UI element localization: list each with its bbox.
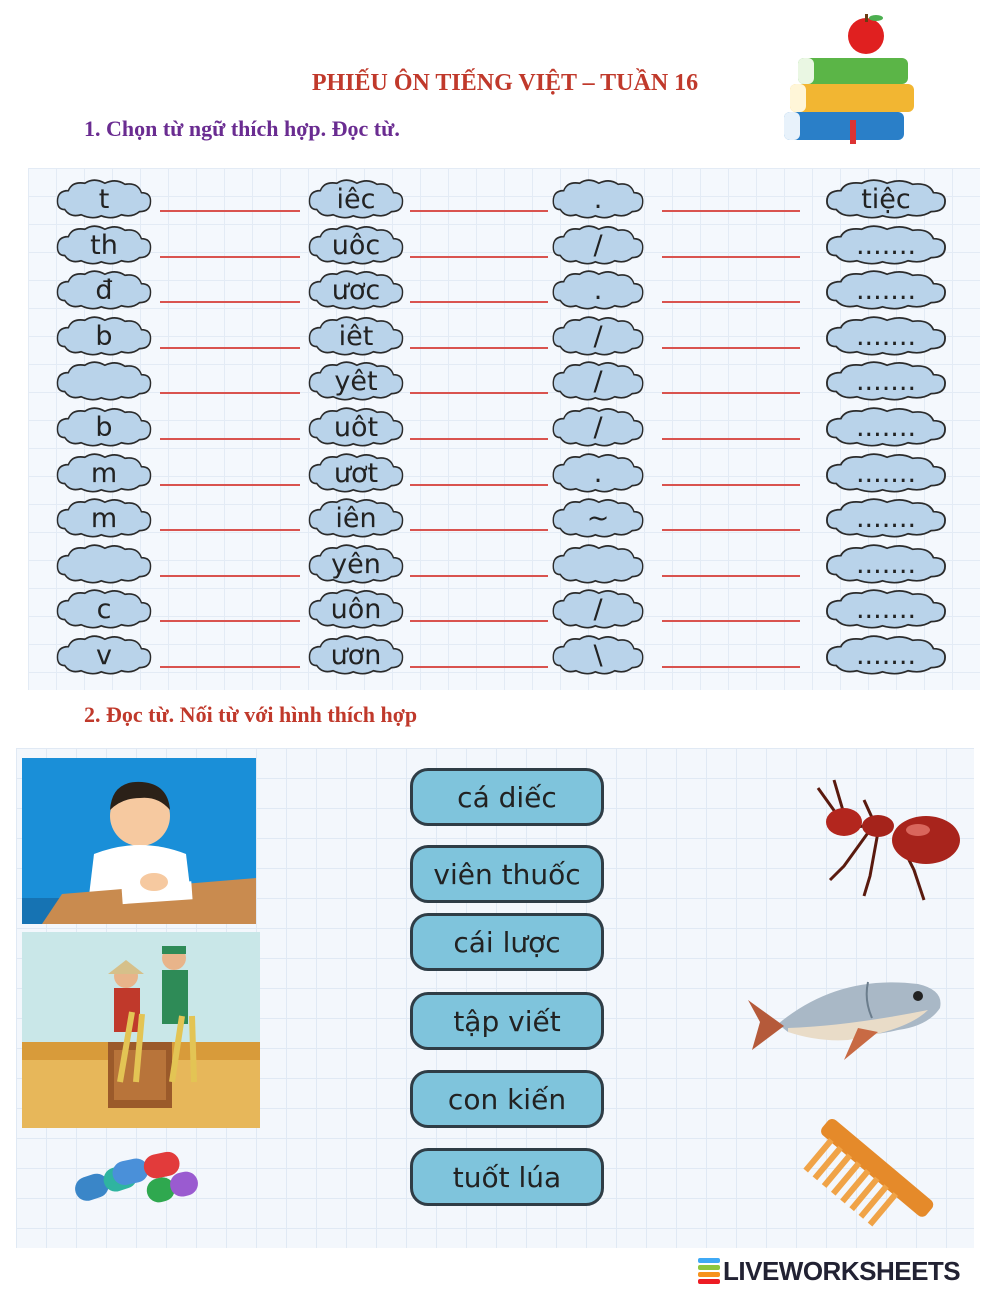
answer-line[interactable]: [662, 347, 800, 349]
logo-text: LIVEWORKSHEETS: [723, 1255, 961, 1286]
rhyme-cloud: [304, 406, 408, 448]
tone-cloud: [548, 588, 648, 630]
result-cloud-text: .......: [855, 365, 917, 397]
word-ca-diec[interactable]: cá diếc: [410, 768, 604, 826]
answer-line[interactable]: [410, 484, 548, 486]
answer-line[interactable]: [662, 392, 800, 394]
tone-cloud: [548, 178, 648, 220]
answer-line[interactable]: [160, 210, 300, 212]
word-con-kien[interactable]: con kiến: [410, 1070, 604, 1128]
result-cloud-text: .......: [855, 548, 917, 580]
answer-line[interactable]: [662, 575, 800, 577]
books-apple-icon: [776, 12, 926, 152]
answer-line[interactable]: [160, 666, 300, 668]
tone-cloud-text: /: [593, 411, 603, 443]
answer-line[interactable]: [662, 666, 800, 668]
answer-line[interactable]: [160, 347, 300, 349]
initial-cloud-text: m: [90, 457, 118, 489]
tone-cloud: [548, 634, 648, 676]
rhyme-cloud-text: yên: [331, 548, 381, 580]
liveworksheets-logo: [698, 1255, 960, 1287]
tone-cloud-text: /: [593, 365, 603, 397]
answer-line[interactable]: [410, 392, 548, 394]
ant-image: [804, 770, 964, 910]
section1-heading: 1. Chọn từ ngữ thích hợp. Đọc từ.: [84, 116, 400, 141]
rhyme-cloud: [304, 452, 408, 494]
result-cloud: [820, 588, 952, 630]
initial-cloud: [52, 588, 156, 630]
answer-line[interactable]: [662, 529, 800, 531]
initial-cloud-text: b: [95, 320, 113, 352]
result-cloud: [820, 315, 952, 357]
liveworksheets-logo-icon: [698, 1257, 720, 1285]
answer-line[interactable]: [410, 575, 548, 577]
rhyme-cloud: [304, 315, 408, 357]
result-cloud-text: .......: [855, 274, 917, 306]
initial-cloud-text: v: [96, 639, 112, 671]
answer-line[interactable]: [410, 620, 548, 622]
tone-cloud-text: \: [593, 639, 603, 671]
answer-line[interactable]: [662, 210, 800, 212]
initial-cloud-text: t: [98, 183, 110, 215]
rhyme-cloud-text: iêt: [338, 320, 374, 352]
answer-line[interactable]: [160, 575, 300, 577]
rhyme-cloud: [304, 634, 408, 676]
result-cloud-text: .......: [855, 593, 917, 625]
answer-line[interactable]: [662, 301, 800, 303]
rhyme-cloud-text: uôc: [331, 229, 381, 261]
tone-cloud: [548, 224, 648, 266]
answer-line[interactable]: [160, 529, 300, 531]
rhyme-cloud-text: ươc: [331, 274, 381, 306]
answer-line[interactable]: [410, 256, 548, 258]
answer-line[interactable]: [410, 347, 548, 349]
rhyme-cloud: [304, 497, 408, 539]
result-cloud-text: .......: [855, 457, 917, 489]
tone-cloud-text: /: [593, 320, 603, 352]
answer-line[interactable]: [410, 210, 548, 212]
answer-line[interactable]: [160, 392, 300, 394]
result-cloud: [820, 452, 952, 494]
answer-line[interactable]: [410, 438, 548, 440]
answer-line[interactable]: [410, 529, 548, 531]
rhyme-cloud-text: uôn: [330, 593, 382, 625]
initial-cloud: [52, 315, 156, 357]
initial-cloud: [52, 360, 156, 402]
rhyme-cloud: [304, 360, 408, 402]
rhyme-cloud-text: ươn: [330, 639, 382, 671]
rhyme-cloud: [304, 178, 408, 220]
tone-cloud: [548, 406, 648, 448]
initial-cloud-text: b: [95, 411, 113, 443]
word-tap-viet[interactable]: tập viết: [410, 992, 604, 1050]
comb-image: [800, 1104, 944, 1244]
answer-line[interactable]: [410, 666, 548, 668]
initial-cloud: [52, 497, 156, 539]
rhyme-cloud: [304, 588, 408, 630]
tone-cloud-text: .: [593, 274, 603, 306]
page-title: PHIẾU ÔN TIẾNG VIỆT – TUẦN 16: [311, 70, 699, 96]
result-cloud: [820, 497, 952, 539]
result-cloud-text: .......: [855, 411, 917, 443]
initial-cloud: [52, 452, 156, 494]
answer-line[interactable]: [160, 484, 300, 486]
pills-image: [68, 1138, 204, 1210]
answer-line[interactable]: [662, 620, 800, 622]
result-cloud-text: .......: [855, 229, 917, 261]
initial-cloud-text: [52, 360, 156, 402]
fish-image: [748, 960, 948, 1076]
initial-cloud-text: [52, 543, 156, 585]
answer-line[interactable]: [160, 438, 300, 440]
tone-cloud: [548, 497, 648, 539]
initial-cloud: [52, 224, 156, 266]
initial-cloud: [52, 406, 156, 448]
tone-cloud-text: .: [593, 457, 603, 489]
rhyme-cloud-text: iêc: [336, 183, 376, 215]
answer-line[interactable]: [160, 301, 300, 303]
initial-cloud-text: th: [90, 229, 118, 261]
boy-writing-image: [22, 758, 256, 924]
answer-line[interactable]: [160, 256, 300, 258]
initial-cloud: [52, 269, 156, 311]
rhyme-cloud-text: yêt: [334, 365, 378, 397]
result-cloud: [820, 360, 952, 402]
answer-line[interactable]: [662, 484, 800, 486]
rhyme-cloud: [304, 269, 408, 311]
answer-line[interactable]: [160, 620, 300, 622]
result-cloud: [820, 224, 952, 266]
result-cloud: [820, 406, 952, 448]
initial-cloud: [52, 634, 156, 676]
result-cloud: [820, 178, 952, 220]
tone-cloud: [548, 269, 648, 311]
tone-cloud-text: .: [593, 183, 603, 215]
section2-heading: 2. Đọc từ. Nối từ với hình thích hợp: [84, 702, 418, 727]
word-tuot-lua[interactable]: tuốt lúa: [410, 1148, 604, 1206]
rhyme-cloud: [304, 224, 408, 266]
rhyme-cloud: [304, 543, 408, 585]
result-cloud-text: .......: [855, 502, 917, 534]
initial-cloud: [52, 178, 156, 220]
rhyme-cloud-text: uôt: [333, 411, 379, 443]
initial-cloud-text: c: [96, 593, 112, 625]
tone-cloud-text: /: [593, 229, 603, 261]
tone-cloud: [548, 315, 648, 357]
answer-line[interactable]: [662, 438, 800, 440]
threshing-rice-image: [22, 932, 260, 1128]
result-cloud: [820, 634, 952, 676]
result-cloud: [820, 543, 952, 585]
initial-cloud-text: m: [90, 502, 118, 534]
initial-cloud: [52, 543, 156, 585]
result-cloud: [820, 269, 952, 311]
tone-cloud: [548, 452, 648, 494]
answer-line[interactable]: [662, 256, 800, 258]
tone-cloud: [548, 543, 648, 585]
word-vien-thuoc[interactable]: viên thuốc: [410, 845, 604, 903]
result-cloud-text: .......: [855, 639, 917, 671]
answer-line[interactable]: [410, 301, 548, 303]
result-cloud-text: tiệc: [861, 183, 911, 215]
tone-cloud: [548, 360, 648, 402]
tone-cloud-text: /: [593, 593, 603, 625]
tone-cloud-text: ~: [586, 502, 610, 534]
word-cai-luoc[interactable]: cái lược: [410, 913, 604, 971]
initial-cloud-text: đ: [95, 274, 113, 306]
tone-cloud-text: [548, 543, 648, 585]
result-cloud-text: .......: [855, 320, 917, 352]
rhyme-cloud-text: iên: [335, 502, 377, 534]
rhyme-cloud-text: ươt: [333, 457, 379, 489]
